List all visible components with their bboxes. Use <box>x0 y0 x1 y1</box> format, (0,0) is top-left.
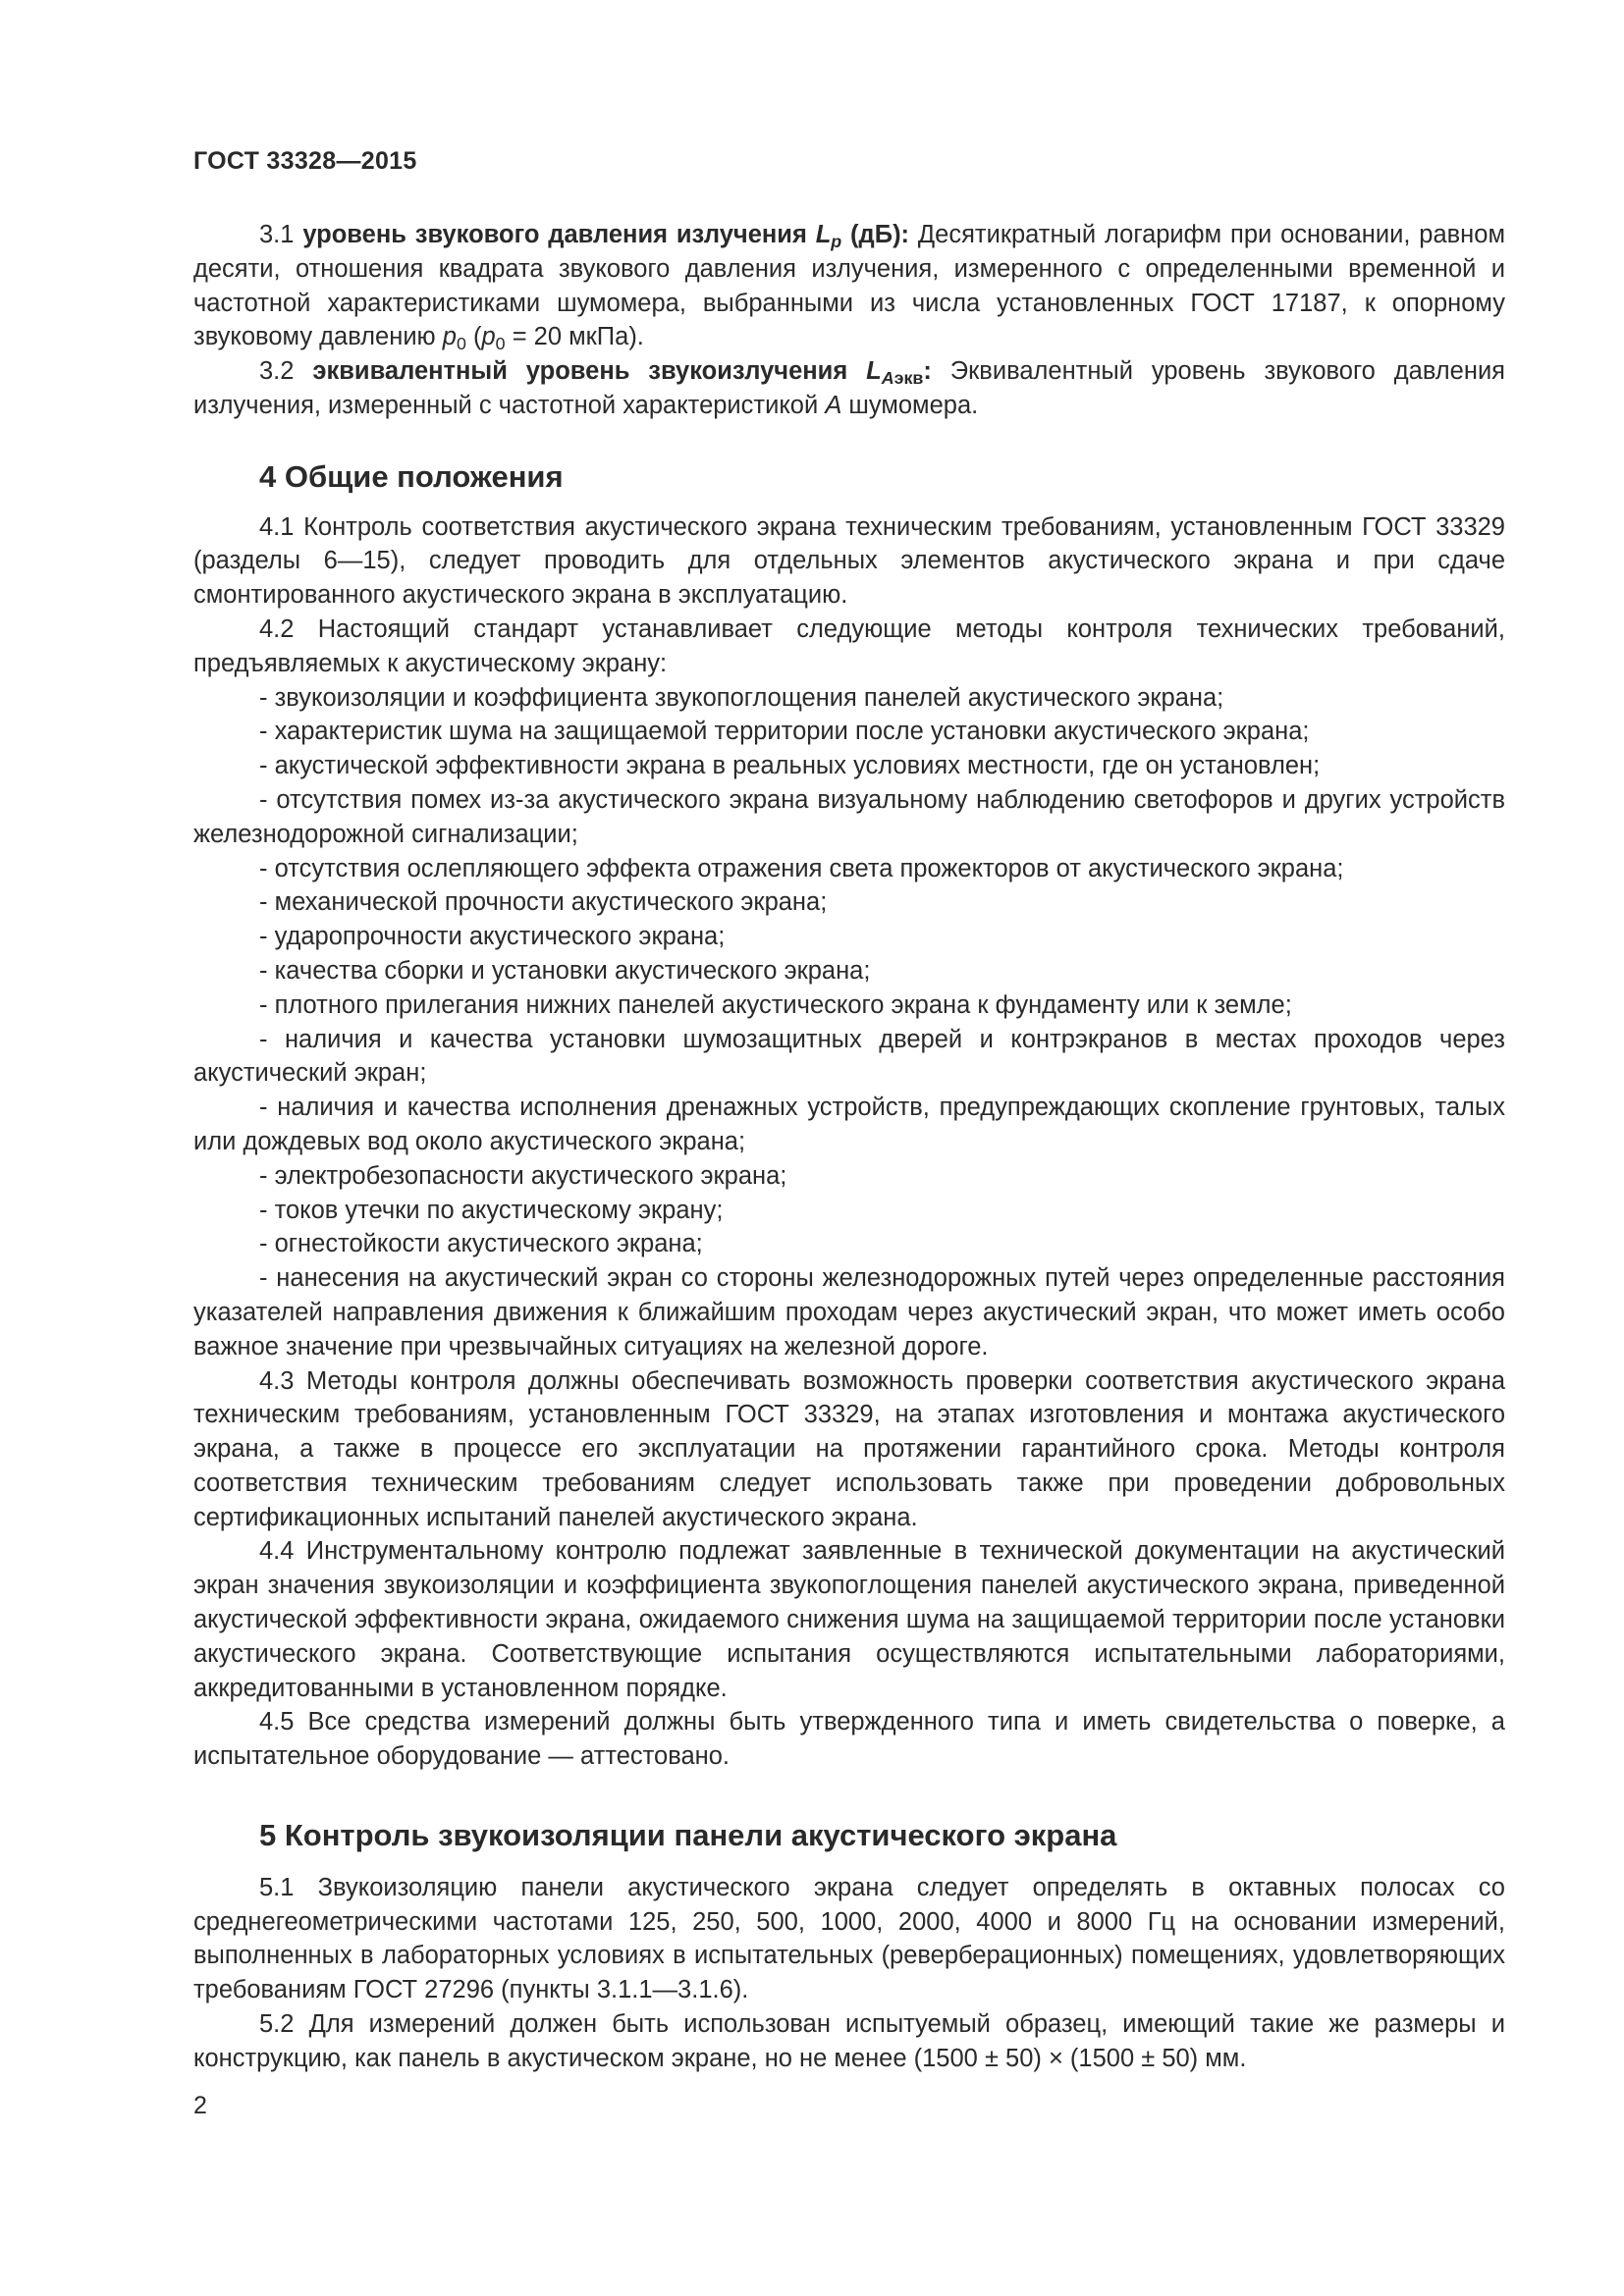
paragraph: 4.4 Инструментальному контролю подлежат заявленные в технической документации на акустический экран значения звукоизоляции и коэффициента звукопоглощения панелей акустического экрана, приведенной акустической эффективности экрана, ожидаемого снижения шума на защищаемой территории после установки акустического экрана. Соответствующие испытания осуществляются испытательными лабораториями, аккредитованными в установленном порядке. <box>193 1537 1505 1702</box>
clause-number: 3.1 <box>259 221 303 248</box>
definition-text: Эквивалентный уровень звукового давления излучения, измеренный с частотной характеристикой <box>193 357 1505 419</box>
list-item: - нанесения на акустический экран со стороны железнодорожных путей через определенные расстояния указателей направления движения к ближайшим проходам через акустический экран, что может иметь особо важное значение при чрезвычайных ситуациях на железной дороге. <box>193 1264 1505 1361</box>
list-item: - наличия и качества исполнения дренажных устройств, предупреждающих скопление грунтовых, талых или дождевых вод около акустического экрана; <box>193 1094 1505 1155</box>
symbol: L <box>866 357 882 386</box>
section-4-heading: 4 Общие положения <box>259 458 564 494</box>
list-item: - характеристик шума на защищаемой территории после установки акустического экрана; <box>259 718 1310 746</box>
paragraph: 5.2 Для измерений должен быть использован испытуемый образец, имеющий такие же размеры и конструкцию, как панель в акустическом экране, но не менее (1500 ± 50) × (1500 ± 50) мм. <box>193 2010 1505 2072</box>
list-item: - звукоизоляции и коэффициента звукопоглощения панелей акустического экрана; <box>259 683 1224 712</box>
list-item: - качества сборки и установки акустического экрана; <box>259 956 871 985</box>
list-item: - электробезопасности акустического экрана; <box>259 1161 787 1190</box>
term: эквивалентный уровень звукоизлучения $L_{Aэкв}$: <box>312 357 932 389</box>
paragraph: 4.5 Все средства измерений должны быть утвержденного типа и иметь свидетельства о поверке, а испытательное оборудование — аттестовано. <box>193 1708 1505 1771</box>
paragraph-3-1: 3.1 уровень звукового давления излучения $L_p$ (дБ): Десятикратный логарифм при основании, равном десяти, отношения квадрата звукового давления излучения, измеренного с определенными временной и частотной характеристиками шумомера, выбранными из числа установленных ГОСТ 17187, к опорному звуковому давлению $p_0$ ($p_0 = 20$ мкПа). <box>193 221 1505 354</box>
list-item: - отсутствия ослепляющего эффекта отражения света прожекторов от акустического экрана; <box>259 854 1344 882</box>
list-item: - ударопрочности акустического экрана; <box>259 923 726 951</box>
symbol: L <box>815 221 832 248</box>
paragraph: 4.1 Контроль соответствия акустического экрана техническим требованиям, установленным ГОСТ 33329 (разделы 6—15), следует проводить для отдельных элементов акустического экрана и при сдаче смонтированного акустического экрана в эксплуатацию. <box>193 512 1505 610</box>
list-item: - наличия и качества установки шумозащитных дверей и контрэкранов в местах проходов через акустический экран; <box>193 1025 1505 1088</box>
paragraph: 5.1 Звукоизоляцию панели акустического экрана следует определять в октавных полосах со среднегеометрическими частотами 125, 250, 500, 1000, 2000, 4000 и 8000 Гц на основании измерений, выполненных в лабораторных условиях в испытательных (реверберационных) помещениях, удовлетворяющих требованиям ГОСТ 27296 (пункты 3.1.1—3.1.6). <box>193 1873 1505 2004</box>
document-code-header: ГОСТ 33328—2015 <box>193 147 417 175</box>
list-item: - отсутствия помех из-за акустического экрана визуальному наблюдению светофоров и других устройств железнодорожной сигнализации; <box>193 785 1505 848</box>
symbol-subscript: p <box>831 231 842 251</box>
section-5-heading: 5 Контроль звукоизоляции панели акустического экрана <box>259 1818 1117 1853</box>
list-item: - акустической эффективности экрана в реальных условиях местности, где он установлен; <box>259 752 1321 780</box>
list-item: - огнестойкости акустического экрана; <box>259 1230 703 1258</box>
clause-number: 3.2 <box>259 357 313 386</box>
term: уровень звукового давления излучения $L_p$ (дБ): <box>302 221 910 251</box>
paragraph-3-2: 3.2 эквивалентный уровень звукоизлучения $L_{Aэкв}$: Эквивалентный уровень звукового давления излучения, измеренный с частотной характеристикой A шумомера. <box>193 357 1505 419</box>
paragraph: 4.3 Методы контроля должны обеспечивать возможность проверки соответствия акустического экрана техническим требованиям, установленным ГОСТ 33329, на этапах изготовления и монтажа акустического экрана, а также в процессе его эксплуатации на протяжении гарантийного срока. Методы контроля соответствия техническим требованиям следует использовать также при проведении добровольных сертификационных испытаний панелей акустического экрана. <box>193 1366 1505 1531</box>
paragraph: 4.2 Настоящий стандарт устанавливает следующие методы контроля технических требований, предъявляемых к акустическому экрану: <box>193 614 1505 677</box>
list-item: - токов утечки по акустическому экрану; <box>259 1196 724 1224</box>
list-item: - плотного прилегания нижних панелей акустического экрана к фундаменту или к земле; <box>259 990 1292 1019</box>
document-body <box>193 218 1505 2076</box>
page-number: 2 <box>193 2092 207 2119</box>
definition-text: Десятикратный логарифм при основании, равном десяти, отношения квадрата звукового давления излучения, измеренного с определенными временной и частотной характеристиками шумомера, выбранными из числа установленных ГОСТ 17187, к опорному звуковому давлению <box>193 221 1505 351</box>
list-item: - механической прочности акустического экрана; <box>259 888 828 917</box>
